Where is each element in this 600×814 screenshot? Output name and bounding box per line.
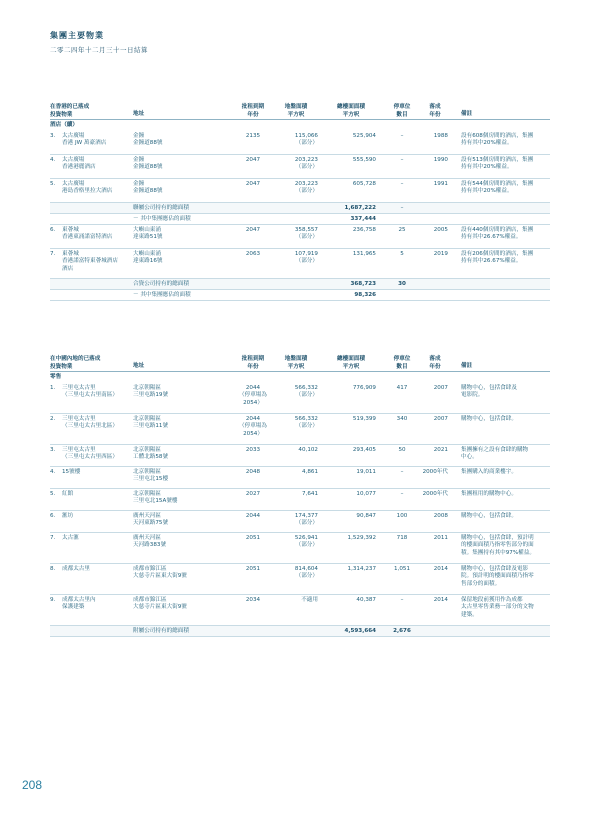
property-address: 北京朝陽區 三里屯路11號 xyxy=(133,416,169,430)
page-number: 208 xyxy=(22,778,43,792)
site-area: 526,941 （部分） xyxy=(294,535,318,549)
table-row xyxy=(50,155,550,179)
lease-expiry: 2047 xyxy=(245,181,261,187)
gross-floor-area: 519,399 xyxy=(352,416,376,422)
cn-col-remarks: 備註 xyxy=(461,363,473,369)
table-row xyxy=(50,489,550,511)
row-number: 1. xyxy=(50,385,56,391)
gross-floor-area: 10,077 xyxy=(356,491,376,497)
cn-col-site: 地盤面積 平方呎 xyxy=(284,356,308,370)
remarks: 購物中心，包括食肆及 電影院。 xyxy=(461,385,517,399)
property-address: 金鐘 金鐘道88號 xyxy=(133,181,163,195)
gross-floor-area: 605,728 xyxy=(352,181,376,187)
remarks: 集團租用的購物中心。 xyxy=(461,491,517,497)
property-address: 大嶼山東涌 達東路51號 xyxy=(133,227,163,241)
lease-expiry: 2051 xyxy=(245,535,261,541)
table-row xyxy=(50,445,550,467)
property-address: 大嶼山東涌 達東路16號 xyxy=(133,251,163,265)
property-address: 成都市錦江區 大慈寺片區東大街9號 xyxy=(133,566,187,580)
property-address: 金鐘 金鐘道88號 xyxy=(133,157,163,171)
remarks: 購物中心，包括食肆。 xyxy=(461,416,517,422)
site-area: 4,861 xyxy=(301,469,318,475)
year-completed: 2000年代 xyxy=(422,469,448,475)
row-number: 5. xyxy=(50,181,56,187)
property-address: 廣州天河區 天河東路75號 xyxy=(133,513,169,527)
hk-col-site: 地盤面積 平方呎 xyxy=(284,104,308,118)
site-area: 203,223 （部分） xyxy=(294,157,318,171)
site-area: 814,604 （部分） xyxy=(294,566,318,580)
cn-section-title: 零售 xyxy=(50,374,62,380)
gross-floor-area: 293,405 xyxy=(352,447,376,453)
hk-col-gfa: 總樓面面積 平方呎 xyxy=(337,104,365,118)
table-row xyxy=(50,414,550,445)
cn-table xyxy=(50,356,550,637)
property-name: 紅館 xyxy=(62,491,74,497)
property-name: 成都太古里內 保護建築 xyxy=(62,597,96,611)
car-parks: – xyxy=(400,469,404,475)
gross-floor-area: 555,590 xyxy=(352,157,376,163)
lease-expiry: 2051 xyxy=(245,566,261,572)
table-row xyxy=(50,179,550,203)
car-parks: – xyxy=(400,181,404,187)
hk-col-remarks: 備註 xyxy=(461,111,473,117)
table-row xyxy=(50,467,550,489)
hk-col-park: 停車位 數目 xyxy=(393,104,411,118)
cn-col-addr: 地址 xyxy=(133,363,145,369)
year-completed: 2007 xyxy=(433,385,448,391)
property-address: 北京朝陽區 工體北路58號 xyxy=(133,447,169,461)
row-number: 5. xyxy=(50,491,56,497)
property-name: 三里屯太古里 （三里屯太古里西區） xyxy=(62,447,118,461)
row-number: 6. xyxy=(50,227,56,233)
property-name: 太古廣場 港島香格里拉大酒店 xyxy=(62,181,113,195)
table-row xyxy=(50,249,550,279)
year-completed: 2008 xyxy=(433,513,448,519)
property-name: 三里屯太古里 （三里屯太古里北區） xyxy=(62,416,118,430)
year-completed: 2005 xyxy=(433,227,448,233)
property-address: 金鐘 金鐘道88號 xyxy=(133,133,163,147)
lease-expiry: 2033 xyxy=(245,447,261,453)
row-number: 7. xyxy=(50,535,56,541)
lease-expiry: 2044 （停車場為 2054） xyxy=(239,385,267,406)
remarks: 設有513個房間的酒店，集團 持有其中20%權益。 xyxy=(461,157,534,171)
row-number: 2. xyxy=(50,416,56,422)
gross-floor-area: 236,758 xyxy=(352,227,376,233)
remarks: 購物中心，包括食肆及電影 院。預計明的樓面面積乃指零 售部分的面積。 xyxy=(461,566,534,587)
gross-floor-area: 131,965 xyxy=(352,251,376,257)
car-parks: 340 xyxy=(396,416,408,422)
property-address: 北京朝陽區 三里屯北15A號樓 xyxy=(133,491,178,505)
car-parks: 50 xyxy=(398,447,406,453)
table-row xyxy=(50,131,550,155)
gross-floor-area: 90,847 xyxy=(356,513,376,519)
property-name: 太古廣場 香港港麗酒店 xyxy=(62,157,96,171)
remarks: 設有440個房間的酒店，集團 持有其中26.67%權益。 xyxy=(461,227,534,241)
row-number: 3. xyxy=(50,447,56,453)
site-area: 7,641 xyxy=(301,491,318,497)
gross-floor-area: 1,529,392 xyxy=(347,535,376,541)
hk-summary-row: － 其中集團應佔的面積 98,326 xyxy=(50,290,550,301)
row-number: 8. xyxy=(50,566,56,572)
property-name: 東薈城 香港東涌諾富特酒店 xyxy=(62,227,113,241)
gross-floor-area: 1,314,237 xyxy=(347,566,376,572)
cn-table-header xyxy=(50,356,550,372)
car-parks: – xyxy=(400,157,404,163)
row-number: 4. xyxy=(50,157,56,163)
year-completed: 2011 xyxy=(433,535,448,541)
year-completed: 2007 xyxy=(433,416,448,422)
cn-col-gfa: 總樓面面積 平方呎 xyxy=(337,356,365,370)
lease-expiry: 2034 xyxy=(245,597,261,603)
site-area: 566,332 （部分） xyxy=(294,416,318,430)
row-number: 6. xyxy=(50,513,56,519)
year-completed: 1988 xyxy=(433,133,448,139)
property-address: 北京朝陽區 三里屯北15樓 xyxy=(133,469,169,483)
property-address: 成都市錦江區 大慈寺片區東大街9號 xyxy=(133,597,187,611)
year-completed: 2014 xyxy=(433,566,448,572)
site-area: 107,919 （部分） xyxy=(294,251,318,265)
year-completed: 1990 xyxy=(433,157,448,163)
gross-floor-area: 525,904 xyxy=(352,133,376,139)
hk-summary-row: － 其中集團應佔的面積 337,444 xyxy=(50,214,550,225)
year-completed: 2014 xyxy=(433,597,448,603)
property-address: 北京朝陽區 三里屯路19號 xyxy=(133,385,169,399)
remarks: 設有608個房間的酒店，集團 持有其中20%權益。 xyxy=(461,133,534,147)
car-parks: 100 xyxy=(396,513,408,519)
remarks: 保留地段前獲用作為成都 太古里零售業務一部分的文物 建築。 xyxy=(461,597,534,618)
table-row xyxy=(50,383,550,414)
cn-col-year: 落成 年份 xyxy=(429,356,441,370)
hk-section-title: 酒店（續） xyxy=(50,122,78,128)
car-parks: 718 xyxy=(396,535,408,541)
page-subtitle: 二零二四年十二月三十一日結算 xyxy=(50,46,148,54)
year-completed: 2019 xyxy=(433,251,448,257)
lease-expiry: 2047 xyxy=(245,227,261,233)
remarks: 設有544個房間的酒店，集團 持有其中20%權益。 xyxy=(461,181,534,195)
year-completed: 1991 xyxy=(433,181,448,187)
site-area: 174,377 （部分） xyxy=(294,513,318,527)
table-row xyxy=(50,225,550,249)
property-name: 成都太古里 xyxy=(62,566,90,572)
property-name: 太古廣場 香港 JW 萬豪酒店 xyxy=(62,133,107,147)
hk-col-year: 落成 年份 xyxy=(429,104,441,118)
car-parks: 25 xyxy=(398,227,406,233)
hk-table-header xyxy=(50,104,550,120)
site-area: 566,332 （部分） xyxy=(294,385,318,399)
remarks: 集團擁有之設有食肆的購物 中心。 xyxy=(461,447,529,461)
gross-floor-area: 776,909 xyxy=(352,385,376,391)
lease-expiry: 2044 （停車場為 2054） xyxy=(239,416,267,437)
lease-expiry: 2047 xyxy=(245,157,261,163)
site-area: 203,223 （部分） xyxy=(294,181,318,195)
car-parks: 5 xyxy=(400,251,404,257)
remarks: 購物中心，包括食肆。 xyxy=(461,513,517,519)
remarks: 集團購入的商業樓宇。 xyxy=(461,469,517,475)
table-row xyxy=(50,595,550,626)
car-parks: – xyxy=(400,597,404,603)
cn-col-park: 停車位 數目 xyxy=(393,356,411,370)
hk-col-lease: 批租到期 年份 xyxy=(241,104,265,118)
lease-expiry: 2135 xyxy=(245,133,261,139)
property-name: 15號樓 xyxy=(62,469,81,475)
lease-expiry: 2027 xyxy=(245,491,261,497)
row-number: 4. xyxy=(50,469,56,475)
lease-expiry: 2063 xyxy=(245,251,261,257)
hk-col-heading: 在香港的已落成 投資物業 xyxy=(50,104,90,118)
cn-summary-row: 附屬公司持有的總面積 4,593,664 2,676 xyxy=(50,626,550,637)
year-completed: 2000年代 xyxy=(422,491,448,497)
site-area: 40,102 xyxy=(298,447,318,453)
site-area: 115,066 （部分） xyxy=(294,133,318,147)
car-parks: 417 xyxy=(396,385,408,391)
site-area: 358,557 （部分） xyxy=(294,227,318,241)
gross-floor-area: 19,011 xyxy=(356,469,376,475)
cn-col-heading: 在中國內地的已落成 投資物業 xyxy=(50,356,101,370)
year-completed: 2021 xyxy=(433,447,448,453)
property-name: 三里屯太古里 （三里屯太古里南區） xyxy=(62,385,118,399)
lease-expiry: 2044 xyxy=(245,513,261,519)
car-parks: 1,051 xyxy=(393,566,410,572)
property-name: 太古滙 xyxy=(62,535,79,541)
cn-col-lease: 批租到期 年份 xyxy=(241,356,265,370)
car-parks: – xyxy=(400,491,404,497)
property-name: 滙坊 xyxy=(62,513,74,519)
gross-floor-area: 40,387 xyxy=(356,597,376,603)
page-title: 集團主要物業 xyxy=(50,31,104,40)
table-row xyxy=(50,564,550,595)
remarks: 購物中心，包括食肆，預計明 的樓面面積乃指零售部分的面 積。集團持有其中97%權益。 xyxy=(461,535,535,556)
row-number: 9. xyxy=(50,597,56,603)
hk-summary-row: 聯屬公司持有的總面積 1,687,222 – xyxy=(50,203,550,214)
car-parks: – xyxy=(400,133,404,139)
hk-summary-row: 合資公司持有的總面積 368,723 30 xyxy=(50,279,550,290)
row-number: 7. xyxy=(50,251,56,257)
remarks: 設有206個房間的酒店，集團 持有其中26.67%權益。 xyxy=(461,251,534,265)
lease-expiry: 2048 xyxy=(245,469,261,475)
property-name: 東薈城 香港諾富特東薈城酒店 酒店 xyxy=(62,251,118,272)
site-area: 不適用 xyxy=(301,597,318,603)
row-number: 3. xyxy=(50,133,56,139)
property-address: 廣州天河區 天河路383號 xyxy=(133,535,167,549)
hk-col-addr: 地址 xyxy=(133,111,145,117)
table-row xyxy=(50,533,550,564)
hk-table xyxy=(50,104,550,301)
table-row xyxy=(50,511,550,533)
